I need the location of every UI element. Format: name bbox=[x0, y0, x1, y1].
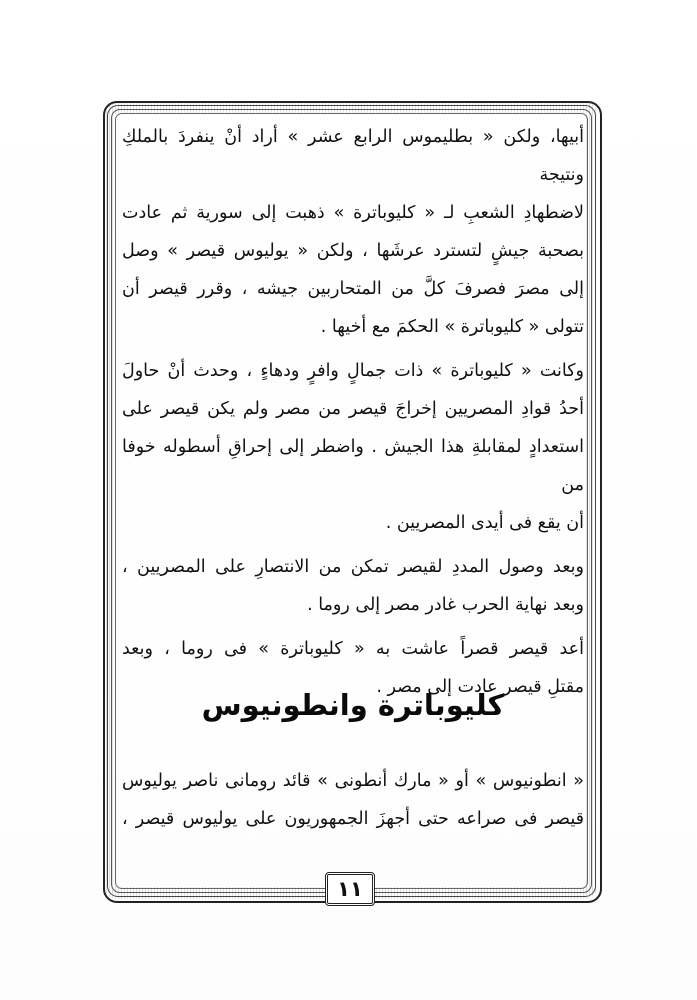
paragraph bbox=[122, 548, 584, 624]
section-body-text bbox=[122, 762, 584, 838]
text-line: وبعد نهاية الحرب غادر مصر إلى روما . bbox=[307, 595, 584, 615]
text-line: مقتلِ قيصر عادت إلى مصر . bbox=[376, 677, 584, 697]
text-line: قيصر فى صراعه حتى أجهزَ الجمهوريون على يوليوس قيصر ، bbox=[122, 809, 584, 829]
text-line: إلى مصرَ فصرفَ كلَّ من المتحاربين جيشه ، وقرر قيصر أن bbox=[122, 279, 584, 299]
text-line: وبعد وصول المددِ لقيصر تمكن من الانتصارِ على المصريين ، bbox=[122, 557, 584, 577]
text-line: تتولى « كليوباترة » الحكمَ مع أخيها . bbox=[320, 317, 584, 337]
text-line: أن يقع فى أيدى المصريين . bbox=[385, 513, 584, 533]
body-text bbox=[122, 118, 584, 712]
paragraph bbox=[122, 118, 584, 346]
text-line: وكانت « كليوباترة » ذات جمالٍ وافرٍ ودهاءٍ ، وحدث أنْ حاولَ bbox=[122, 361, 584, 381]
section-heading: كليوباترة وانطونيوس bbox=[201, 688, 505, 722]
text-line: أبيها، ولكن « بطليموس الرابع عشر » أراد أنْ ينفردَ بالملكِ ونتيجة bbox=[122, 127, 584, 185]
paragraph bbox=[122, 352, 584, 542]
text-line: أحدُ قوادِ المصريين إخراجَ قيصر من مصر ولم يكن قيصر على bbox=[122, 399, 584, 419]
text-line: « انطونيوس » أو « مارك أنطونى » قائد رومانى ناصر يوليوس bbox=[122, 771, 584, 791]
text-line: بصحبة جيشٍ لتسترد عرشَها ، ولكن « يوليوس قيصر » وصل bbox=[122, 241, 584, 261]
text-line: لاضطهادِ الشعبِ لـ « كليوباترة » ذهبت إلى سورية ثم عادت bbox=[122, 203, 584, 223]
text-line: استعدادٍ لمقابلةِ هذا الجيش . واضطر إلى إحراقِ أسطوله خوفا من bbox=[122, 437, 584, 495]
page-number: ١١ bbox=[325, 872, 375, 906]
text-line: أعد قيصر قصراً عاشت به « كليوباترة » فى روما ، وبعد bbox=[122, 639, 584, 659]
